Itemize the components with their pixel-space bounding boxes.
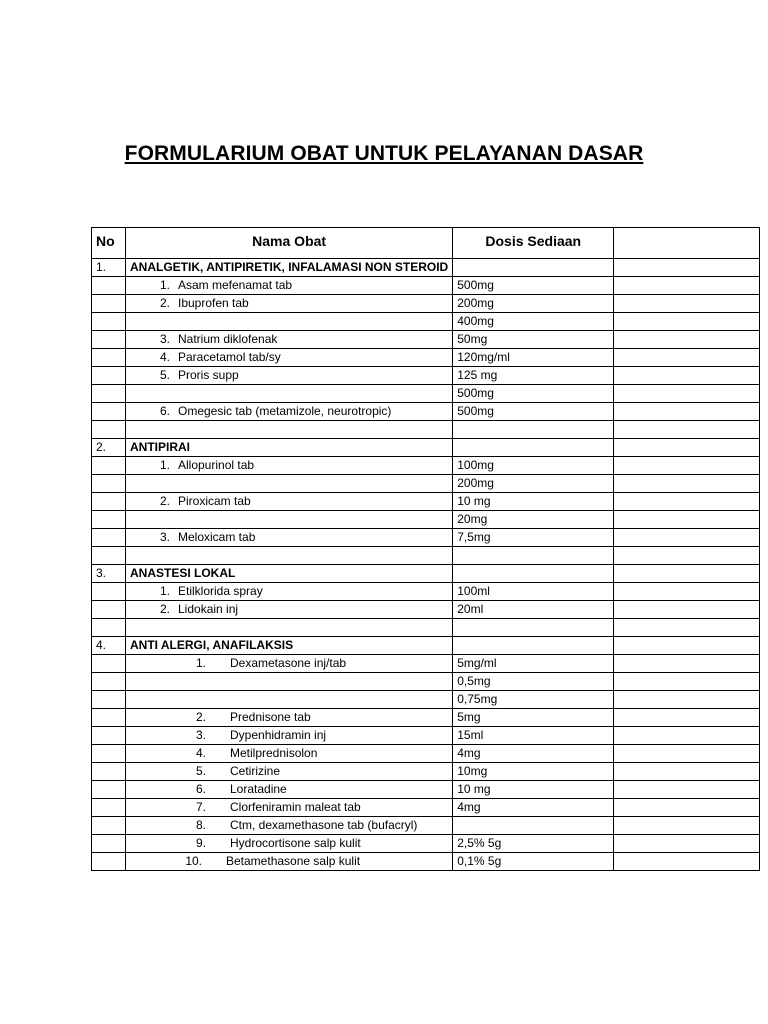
dose-cell: 200mg: [453, 295, 614, 313]
extra-cell: [614, 421, 760, 439]
drug-name-cell: [126, 691, 453, 709]
header-dosis-sediaan: Dosis Sediaan: [453, 228, 614, 259]
dose-cell: 20mg: [453, 511, 614, 529]
row-number-cell: [92, 619, 126, 637]
category-heading: ANALGETIK, ANTIPIRETIK, INFALAMASI NON STEROID: [126, 259, 453, 277]
item-number: 7.: [195, 800, 206, 814]
table-row: [92, 511, 760, 529]
extra-cell: [614, 349, 760, 367]
table-row: [92, 619, 760, 637]
drug-name-cell: [126, 295, 453, 313]
extra-cell: [614, 457, 760, 475]
extra-cell: [614, 547, 760, 565]
item-number: 1.: [159, 278, 170, 292]
item-number: 3.: [159, 530, 170, 544]
drug-name: Etilklorida spray: [178, 584, 263, 598]
drug-name: Paracetamol tab/sy: [178, 350, 281, 364]
table-row: [92, 655, 760, 673]
item-number: 2.: [159, 296, 170, 310]
table-row: [92, 313, 760, 331]
drug-name: Proris supp: [178, 368, 239, 382]
item-number: 1.: [195, 656, 206, 670]
drug-name: Hydrocortisone salp kulit: [230, 836, 361, 850]
dose-cell: [453, 619, 614, 637]
drug-name: Allopurinol tab: [178, 458, 255, 472]
row-number-cell: [92, 421, 126, 439]
dose-cell: 120mg/ml: [453, 349, 614, 367]
extra-cell: [614, 475, 760, 493]
drug-name: Prednisone tab: [230, 710, 311, 724]
extra-cell: [614, 637, 760, 655]
extra-cell: [614, 619, 760, 637]
drug-name-cell: [126, 853, 453, 871]
dose-cell: 5mg/ml: [453, 655, 614, 673]
drug-name-cell: [126, 673, 453, 691]
category-heading: ANASTESI LOKAL: [126, 565, 453, 583]
item-number: 4.: [159, 350, 170, 364]
dose-cell: 0,5mg: [453, 673, 614, 691]
table-row: [92, 745, 760, 763]
dose-cell: 10 mg: [453, 493, 614, 511]
extra-cell: [614, 385, 760, 403]
drug-name-cell: [126, 781, 453, 799]
dose-cell: [453, 565, 614, 583]
extra-cell: [614, 313, 760, 331]
dose-cell: [453, 817, 614, 835]
extra-cell: [614, 673, 760, 691]
header-extra: [614, 228, 760, 259]
row-number-cell: [92, 295, 126, 313]
dose-cell: 200mg: [453, 475, 614, 493]
drug-name-cell: [126, 313, 453, 331]
dose-cell: 0,75mg: [453, 691, 614, 709]
extra-cell: [614, 853, 760, 871]
extra-cell: [614, 763, 760, 781]
drug-name-cell: [126, 655, 453, 673]
dose-cell: 20ml: [453, 601, 614, 619]
category-heading: ANTIPIRAI: [126, 439, 453, 457]
row-number-cell: [92, 673, 126, 691]
item-number: 4.: [195, 746, 206, 760]
table-row: [92, 691, 760, 709]
table-row: [92, 385, 760, 403]
drug-name-cell: [126, 745, 453, 763]
dose-cell: 500mg: [453, 403, 614, 421]
drug-name-cell: [126, 493, 453, 511]
drug-name: Betamethasone salp kulit: [226, 854, 361, 868]
extra-cell: [614, 655, 760, 673]
item-number: 2.: [159, 494, 170, 508]
drug-name-cell: [126, 511, 453, 529]
drug-name-cell: [126, 403, 453, 421]
row-number-cell: [92, 799, 126, 817]
table-row: [92, 475, 760, 493]
row-number-cell: [92, 655, 126, 673]
item-number: 3.: [159, 332, 170, 346]
drug-name: Ibuprofen tab: [178, 296, 249, 310]
extra-cell: [614, 367, 760, 385]
drug-name-cell: [126, 367, 453, 385]
dose-cell: 15ml: [453, 727, 614, 745]
row-number-cell: 3.: [92, 565, 126, 583]
dose-cell: 10mg: [453, 763, 614, 781]
extra-cell: [614, 493, 760, 511]
extra-cell: [614, 709, 760, 727]
dose-cell: [453, 547, 614, 565]
item-number: 10.: [185, 854, 202, 868]
drug-name-cell: [126, 583, 453, 601]
row-number-cell: 2.: [92, 439, 126, 457]
drug-name-cell: [126, 547, 453, 565]
table-row: [92, 439, 760, 457]
table-row: [92, 295, 760, 313]
drug-name: Metilprednisolon: [230, 746, 318, 760]
dose-cell: 7,5mg: [453, 529, 614, 547]
item-number: 9.: [195, 836, 206, 850]
row-number-cell: [92, 277, 126, 295]
extra-cell: [614, 601, 760, 619]
category-heading: ANTI ALERGI, ANAFILAKSIS: [126, 637, 453, 655]
drug-name-cell: [126, 601, 453, 619]
item-number: 2.: [195, 710, 206, 724]
extra-cell: [614, 781, 760, 799]
row-number-cell: [92, 331, 126, 349]
row-number-cell: [92, 529, 126, 547]
dose-cell: 0,1% 5g: [453, 853, 614, 871]
dose-cell: [453, 439, 614, 457]
drug-name: Asam mefenamat tab: [178, 278, 293, 292]
drug-name-cell: [126, 277, 453, 295]
row-number-cell: [92, 817, 126, 835]
item-number: 5.: [195, 764, 206, 778]
table-row: [92, 709, 760, 727]
drug-name: Clorfeniramin maleat tab: [230, 800, 361, 814]
item-number: 1.: [159, 584, 170, 598]
drug-name-cell: [126, 835, 453, 853]
item-number: 6.: [195, 782, 206, 796]
drug-name-cell: [126, 457, 453, 475]
table-row: [92, 529, 760, 547]
row-number-cell: [92, 583, 126, 601]
table-row: [92, 457, 760, 475]
drug-name-cell: [126, 619, 453, 637]
extra-cell: [614, 583, 760, 601]
table-row: [92, 835, 760, 853]
drug-name: Piroxicam tab: [178, 494, 251, 508]
extra-cell: [614, 727, 760, 745]
drug-name-cell: [126, 529, 453, 547]
extra-cell: [614, 259, 760, 277]
row-number-cell: [92, 709, 126, 727]
drug-name-cell: [126, 385, 453, 403]
item-number: 5.: [159, 368, 170, 382]
drug-name: Cetirizine: [230, 764, 281, 778]
drug-name: Lidokain inj: [178, 602, 239, 616]
drug-name-cell: [126, 475, 453, 493]
row-number-cell: [92, 781, 126, 799]
item-number: 2.: [159, 602, 170, 616]
item-number: 3.: [195, 728, 206, 742]
extra-cell: [614, 799, 760, 817]
extra-cell: [614, 817, 760, 835]
row-number-cell: [92, 475, 126, 493]
table-row: [92, 493, 760, 511]
dose-cell: 10 mg: [453, 781, 614, 799]
extra-cell: [614, 565, 760, 583]
extra-cell: [614, 439, 760, 457]
dose-cell: 100ml: [453, 583, 614, 601]
drug-name: Natrium diklofenak: [178, 332, 278, 346]
table-row: [92, 565, 760, 583]
table-row: [92, 583, 760, 601]
drug-name: Dexametasone inj/tab: [230, 656, 347, 670]
dose-cell: 4mg: [453, 745, 614, 763]
table-row: [92, 259, 760, 277]
row-number-cell: [92, 349, 126, 367]
table-row: [92, 799, 760, 817]
table-row: [92, 421, 760, 439]
header-no: No: [92, 228, 126, 259]
formulary-table: [91, 227, 760, 871]
table-row: [92, 547, 760, 565]
row-number-cell: 1.: [92, 259, 126, 277]
extra-cell: [614, 331, 760, 349]
dose-cell: 400mg: [453, 313, 614, 331]
extra-cell: [614, 835, 760, 853]
drug-name: Meloxicam tab: [178, 530, 256, 544]
dose-cell: [453, 259, 614, 277]
drug-name-cell: [126, 799, 453, 817]
extra-cell: [614, 529, 760, 547]
dose-cell: 125 mg: [453, 367, 614, 385]
drug-name: Loratadine: [230, 782, 287, 796]
row-number-cell: [92, 385, 126, 403]
dose-cell: 50mg: [453, 331, 614, 349]
row-number-cell: [92, 853, 126, 871]
row-number-cell: [92, 367, 126, 385]
row-number-cell: [92, 835, 126, 853]
drug-name-cell: [126, 709, 453, 727]
drug-name: Dypenhidramin inj: [230, 728, 327, 742]
row-number-cell: [92, 691, 126, 709]
item-number: 6.: [159, 404, 170, 418]
row-number-cell: [92, 763, 126, 781]
extra-cell: [614, 691, 760, 709]
row-number-cell: [92, 403, 126, 421]
item-number: 1.: [159, 458, 170, 472]
drug-name-cell: [126, 349, 453, 367]
table-row: [92, 277, 760, 295]
drug-name: Ctm, dexamethasone tab (bufacryl): [230, 818, 418, 832]
table-body: [92, 259, 760, 871]
dose-cell: 500mg: [453, 277, 614, 295]
dose-cell: 500mg: [453, 385, 614, 403]
drug-name: Omegesic tab (metamizole, neurotropic): [178, 404, 392, 418]
drug-name-cell: [126, 421, 453, 439]
table-header-row: [92, 228, 760, 259]
row-number-cell: 4.: [92, 637, 126, 655]
table-row: [92, 349, 760, 367]
row-number-cell: [92, 313, 126, 331]
dose-cell: 100mg: [453, 457, 614, 475]
drug-name-cell: [126, 817, 453, 835]
dose-cell: [453, 637, 614, 655]
row-number-cell: [92, 493, 126, 511]
row-number-cell: [92, 601, 126, 619]
table-row: [92, 403, 760, 421]
table-row: [92, 673, 760, 691]
extra-cell: [614, 511, 760, 529]
document-title: FORMULARIUM OBAT UNTUK PELAYANAN DASAR: [124, 142, 644, 165]
table-row: [92, 331, 760, 349]
extra-cell: [614, 745, 760, 763]
table-row: [92, 763, 760, 781]
table-row: [92, 853, 760, 871]
dose-cell: 5mg: [453, 709, 614, 727]
drug-name-cell: [126, 331, 453, 349]
table-row: [92, 781, 760, 799]
header-nama-obat: Nama Obat: [126, 228, 453, 259]
extra-cell: [614, 277, 760, 295]
row-number-cell: [92, 727, 126, 745]
table-row: [92, 727, 760, 745]
dose-cell: 4mg: [453, 799, 614, 817]
drug-name-cell: [126, 763, 453, 781]
table-row: [92, 367, 760, 385]
table-row: [92, 817, 760, 835]
extra-cell: [614, 403, 760, 421]
extra-cell: [614, 295, 760, 313]
row-number-cell: [92, 547, 126, 565]
item-number: 8.: [195, 818, 206, 832]
row-number-cell: [92, 745, 126, 763]
drug-name-cell: [126, 727, 453, 745]
dose-cell: 2,5% 5g: [453, 835, 614, 853]
dose-cell: [453, 421, 614, 439]
table-row: [92, 601, 760, 619]
row-number-cell: [92, 511, 126, 529]
row-number-cell: [92, 457, 126, 475]
table-row: [92, 637, 760, 655]
